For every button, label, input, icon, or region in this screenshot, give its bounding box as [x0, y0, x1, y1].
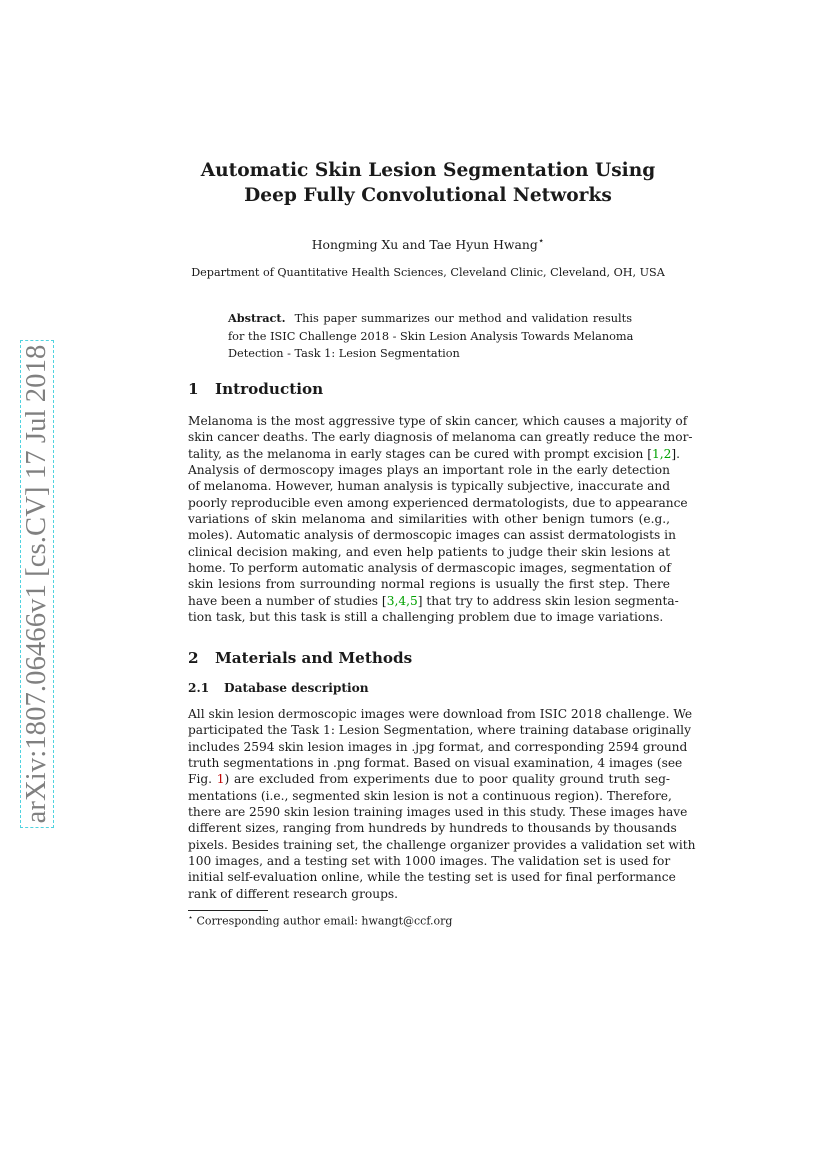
footnote: [188, 913, 452, 928]
section-title: Materials and Methods: [215, 649, 413, 667]
corresponding-author-mark: ⋆: [537, 235, 545, 247]
text-line: poorly reproducible even among experienced dermatologists, due to appearance: [188, 495, 688, 510]
text-line: skin cancer deaths. The early diagnosis of melanoma can greatly reduce the mor-: [188, 430, 693, 445]
text-line: tality, as the melanoma in early stages can be cured with prompt excision [1,2].: [188, 446, 681, 461]
arxiv-watermark: [20, 340, 54, 828]
abstract-label: Abstract.: [228, 311, 286, 325]
text-line: moles). Automatic analysis of dermoscopic images can assist dermatologists in: [188, 528, 676, 543]
abstract-line: Detection - Task 1: Lesion Segmentation: [228, 347, 460, 360]
text-line: there are 2590 skin lesion training images used in this study. These images have: [188, 805, 688, 820]
citation-link[interactable]: 3,4,5: [386, 593, 418, 608]
text-line: have been a number of studies [3,4,5] that try to address skin lesion segmenta-: [188, 593, 679, 608]
subsection-title: Database description: [224, 681, 369, 695]
text-line: different sizes, ranging from hundreds by hundreds to thousands by thousands: [188, 821, 677, 836]
footnote-text: Corresponding author email: hwangt@ccf.org: [193, 914, 453, 928]
text-line: clinical decision making, and even help patients to judge their skin lesions at: [188, 544, 670, 559]
text-line: participated the Task 1: Lesion Segmentation, where training database originally: [188, 723, 691, 738]
section-number: 2: [188, 649, 199, 667]
section-heading-introduction: [188, 380, 323, 398]
figure-link[interactable]: 1: [216, 772, 225, 787]
arxiv-identifier: arXiv:1807.06466v1 [cs.CV] 17 Jul 2018: [21, 344, 52, 824]
abstract-line: for the ISIC Challenge 2018 - Skin Lesion Analysis Towards Melanoma: [228, 329, 634, 343]
subsection-heading-database: [188, 681, 369, 695]
text-line: 100 images, and a testing set with 1000 images. The validation set is used for: [188, 854, 671, 869]
text-line: skin lesions from surrounding normal regions is usually the first step. There: [188, 577, 670, 592]
abstract: [228, 310, 632, 363]
section-title: Introduction: [215, 380, 324, 398]
text-line: includes 2594 skin lesion images in .jpg format, and corresponding 2594 ground: [188, 739, 688, 754]
paper-title: [140, 158, 716, 208]
author-list: [140, 235, 716, 252]
text-line: rank of different research groups.: [188, 886, 399, 901]
title-line: Deep Fully Convolutional Networks: [244, 185, 612, 206]
section-number: 1: [188, 380, 199, 398]
text-line: tion task, but this task is still a challenging problem due to image variations.: [188, 610, 664, 625]
text-line: Melanoma is the most aggressive type of skin cancer, which causes a majority of: [188, 414, 688, 428]
author-names: Hongming Xu and Tae Hyun Hwang: [311, 237, 538, 253]
introduction-paragraph: [188, 413, 693, 625]
citation-link[interactable]: 1,2: [652, 446, 672, 461]
text-line: Analysis of dermoscopy images plays an important role in the early detection: [188, 463, 670, 478]
footnote-rule: [188, 910, 268, 911]
title-line: Automatic Skin Lesion Segmentation Using: [200, 160, 656, 181]
text-line: initial self-evaluation online, while the testing set is used for final performance: [188, 870, 676, 885]
database-paragraph: [188, 706, 696, 902]
text-line: variations of skin melanoma and similarities with other benign tumors (e.g.,: [188, 512, 670, 527]
footnote-mark: ⋆: [188, 913, 194, 922]
text-line: home. To perform automatic analysis of dermascopic images, segmentation of: [188, 561, 671, 576]
subsection-number: 2.1: [188, 681, 210, 695]
text-line: truth segmentations in .png format. Based on visual examination, 4 images (see: [188, 756, 683, 771]
affiliation: Department of Quantitative Health Sciences, Cleveland Clinic, Cleveland, OH, USA: [191, 266, 665, 279]
text-line: pixels. Besides training set, the challenge organizer provides a validation set with: [188, 837, 696, 852]
text-line: mentations (i.e., segmented skin lesion is not a continuous region). Therefore,: [188, 788, 672, 803]
text-line: Fig. 1) are excluded from experiments due to poor quality ground truth seg-: [188, 772, 670, 787]
abstract-line: Abstract. This paper summarizes our method and validation results: [228, 311, 633, 325]
text-line: All skin lesion dermoscopic images were download from ISIC 2018 challenge. We: [188, 707, 693, 721]
section-heading-materials-methods: [188, 649, 412, 667]
text-line: of melanoma. However, human analysis is typically subjective, inaccurate and: [188, 479, 671, 494]
